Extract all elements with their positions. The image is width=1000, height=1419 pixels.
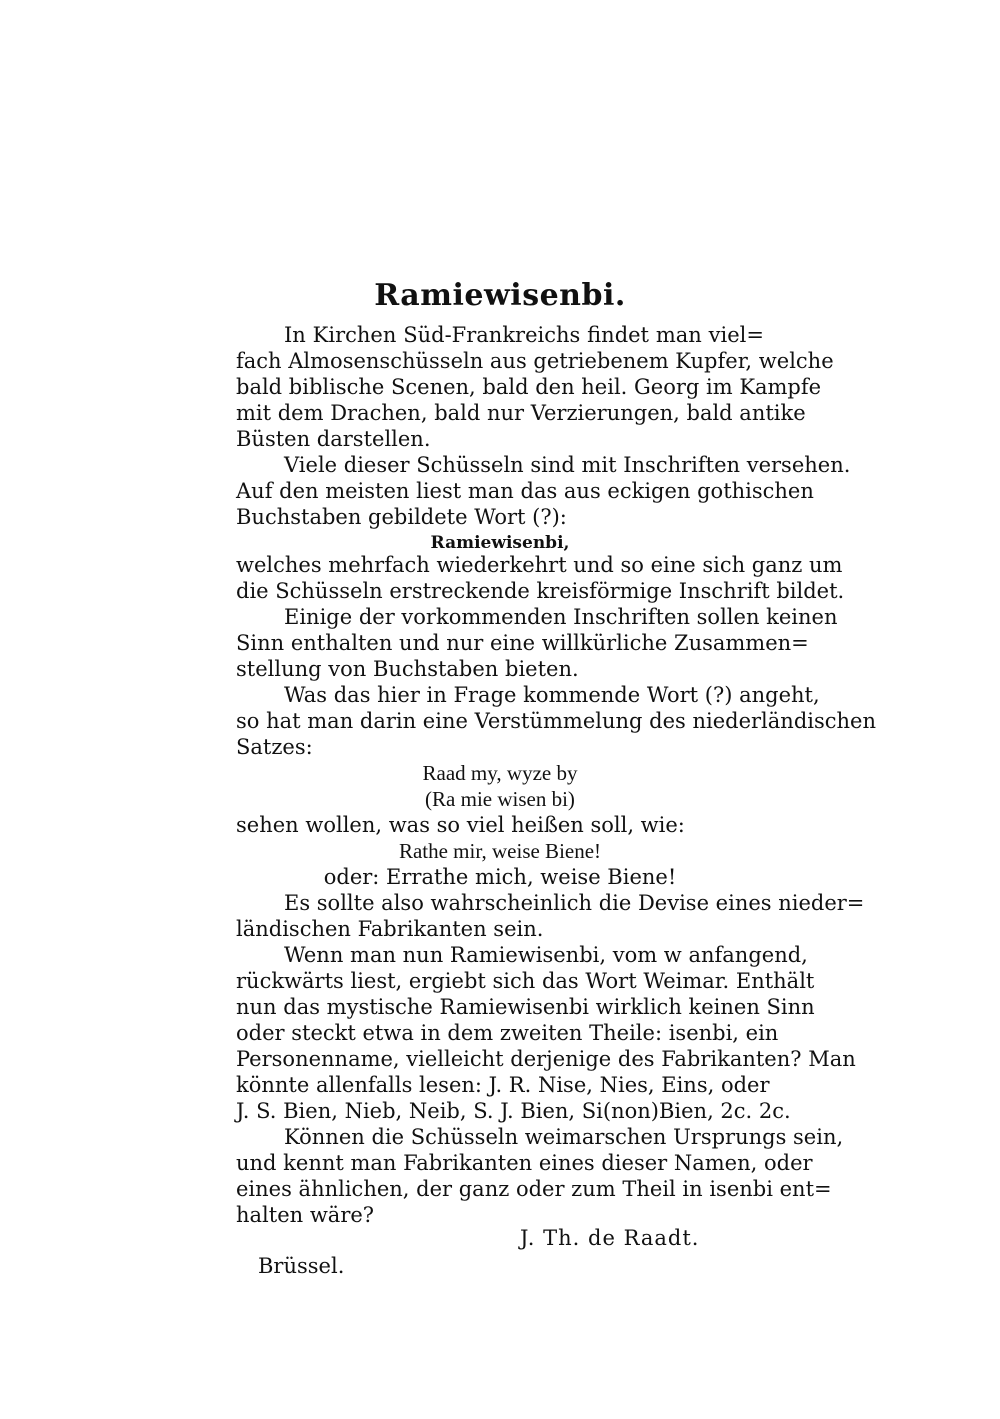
text-line: und kennt man Fabrikanten eines dieser Namen, oder [236, 1151, 813, 1175]
author-signature: J. Th. de Raadt. [520, 1226, 700, 1250]
text-line: Einige der vorkommenden Inschriften sollen keinen [284, 605, 838, 629]
text-line: bald biblische Scenen, bald den heil. Georg im Kampfe [236, 375, 822, 399]
text-line: Wenn man nun Ramiewisenbi, vom w anfangend, [284, 943, 808, 967]
text-line: Personenname, vielleicht derjenige des Fabrikanten? Man [236, 1047, 856, 1071]
text-line: die Schüsseln erstreckende kreisförmige Inschrift bildet. [236, 579, 845, 603]
text-line: halten wäre? [236, 1203, 375, 1227]
text-line: Büsten darstellen. [236, 427, 431, 451]
dutch-phrase: Raad my, wyze by [422, 761, 578, 785]
text-line: nun das mystische Ramiewisenbi wirklich keinen Sinn [236, 995, 815, 1019]
centered-word: Ramiewisenbi, [430, 533, 570, 553]
text-line: sehen wollen, was so viel heißen soll, wie: [236, 813, 685, 837]
text-line: Können die Schüsseln weimarschen Ursprungs sein, [284, 1125, 844, 1149]
text-line: fach Almosenschüsseln aus getriebenem Kupfer, welche [236, 349, 834, 373]
text-line: oder steckt etwa in dem zweiten Theile: isenbi, ein [236, 1021, 779, 1045]
text-line: J. S. Bien, Nieb, Neib, S. J. Bien, Si(non)Bien, 2c. 2c. [236, 1099, 791, 1123]
text-line: welches mehrfach wiederkehrt und so eine sich ganz um [236, 553, 843, 577]
dutch-phrase-variant: (Ra mie wisen bi) [425, 787, 575, 811]
translation-line: Rathe mir, weise Biene! [398, 839, 602, 863]
text-line: stellung von Buchstaben bieten. [236, 657, 579, 681]
text-line: könnte allenfalls lesen: J. R. Nise, Nies, Eins, oder [236, 1073, 770, 1097]
translation-line: oder: Errathe mich, weise Biene! [323, 865, 677, 889]
text-line: so hat man darin eine Verstümmelung des niederländischen [236, 709, 876, 733]
text-line: ländischen Fabrikanten sein. [236, 917, 544, 941]
page-title: Ramiewisenbi. [374, 278, 626, 313]
text-line: Was das hier in Frage kommende Wort (?) angeht, [284, 683, 820, 707]
text-line: Sinn enthalten und nur eine willkürliche Zusammen= [236, 631, 809, 655]
place-line: Brüssel. [258, 1254, 345, 1278]
text-line: rückwärts liest, ergiebt sich das Wort Weimar. Enthält [236, 969, 815, 993]
text-line: eines ähnlichen, der ganz oder zum Theil in isenbi ent= [236, 1177, 832, 1201]
text-line: mit dem Drachen, bald nur Verzierungen, bald antike [236, 401, 806, 425]
text-line: Viele dieser Schüsseln sind mit Inschriften versehen. [284, 453, 851, 477]
text-line: Es sollte also wahrscheinlich die Devise eines nieder= [284, 891, 865, 915]
text-line: Buchstaben gebildete Wort (?): [236, 505, 567, 529]
text-line: Satzes: [236, 735, 313, 759]
text-line: In Kirchen Süd-Frankreichs findet man viel= [284, 323, 764, 347]
text-line: Auf den meisten liest man das aus eckigen gothischen [236, 479, 814, 503]
